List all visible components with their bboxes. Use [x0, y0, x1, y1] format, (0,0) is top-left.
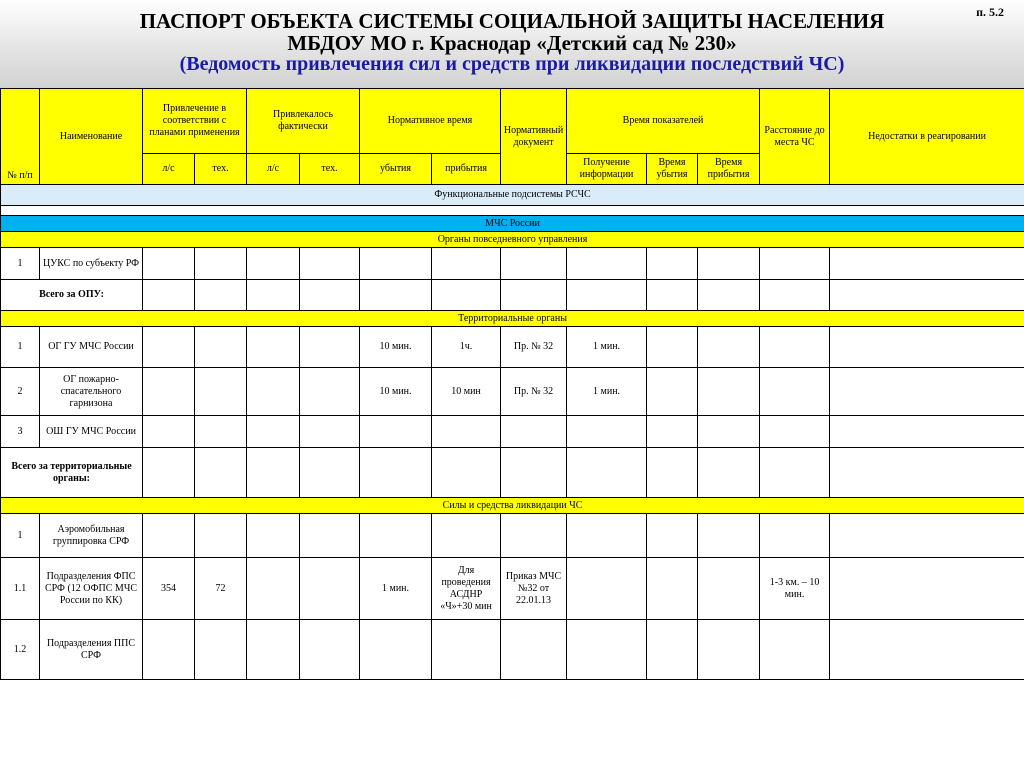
col-norm-doc-header: Нормативный документ: [501, 89, 567, 185]
section-functional-label: Функциональные подсистемы РСЧС: [1, 185, 1024, 206]
table-row: [1, 280, 1024, 311]
slide-header: [0, 0, 1024, 88]
row-name: Подразделения ППС СРФ: [40, 620, 143, 680]
col-time-departure-header: Время убытия: [647, 154, 698, 185]
table-row: 1.1 Подразделения ФПС СРФ (12 ОФПС МЧС России по КК) 354 72 1 мин. Для проведения АСДНР «Ч»+30 мин Приказ МЧС №32 от 22.01.13 1-3 км. – 10 мин.: [1, 558, 1024, 620]
col-fact-tech-header: тех.: [300, 154, 360, 185]
section-territorial: [1, 311, 1024, 327]
table-row: 1 Аэромобильная группировка СРФ: [1, 514, 1024, 558]
col-departure-header: убытия: [360, 154, 432, 185]
col-arrival-header: прибытия: [432, 154, 501, 185]
header-row-1: [1, 89, 1024, 154]
col-distance-header: Расстояние до места ЧС: [760, 89, 830, 185]
table-row: 2 ОГ пожарно-спасательного гарнизона 10 мин. 10 мин Пр. № 32 1 мин.: [1, 368, 1024, 416]
col-fact-ls-header: л/с: [247, 154, 300, 185]
section-functional: [1, 185, 1024, 206]
row-name: ОШ ГУ МЧС России: [40, 416, 143, 448]
col-plan-ls-header: л/с: [143, 154, 195, 185]
section-mchs-label: МЧС России: [1, 216, 1024, 232]
col-plan-tech-header: тех.: [195, 154, 247, 185]
forces-table: [0, 88, 1024, 680]
col-norm-time-header: Нормативное время: [360, 89, 501, 154]
col-time-indicators-header: Время показателей: [567, 89, 760, 154]
table-row: 1 ЦУКС по субъекту РФ: [1, 248, 1024, 280]
section-spacer: [1, 206, 1024, 216]
page-reference: п. 5.2: [976, 5, 1004, 19]
total-territorial-label: Всего за территориальные органы:: [1, 448, 143, 498]
title-line-2: МБДОУ МО г. Краснодар «Детский сад № 230»: [287, 31, 737, 55]
row-name: ОГ ГУ МЧС России: [40, 327, 143, 368]
section-daily-bodies: [1, 232, 1024, 248]
col-info-received-header: Получение информации: [567, 154, 647, 185]
row-name: ОГ пожарно-спасательного гарнизона: [40, 368, 143, 416]
section-mchs: [1, 216, 1024, 232]
title-line-1: ПАСПОРТ ОБЪЕКТА СИСТЕМЫ СОЦИАЛЬНОЙ ЗАЩИТЫ НАСЕЛЕНИЯ: [139, 9, 885, 33]
section-territorial-label: Территориальные органы: [1, 311, 1024, 327]
col-attract-fact-header: Привлекалось фактически: [247, 89, 360, 154]
col-num-header: № п/п: [1, 89, 40, 185]
table-row: 1.2 Подразделения ППС СРФ: [1, 620, 1024, 680]
row-name: Аэромобильная группировка СРФ: [40, 514, 143, 558]
section-forces: [1, 498, 1024, 514]
col-name-header: Наименование: [40, 89, 143, 185]
col-attract-plan-header: Привлечение в соответствии с планами применения: [143, 89, 247, 154]
col-time-arrival-header: Время прибытия: [698, 154, 760, 185]
section-forces-label: Силы и средства ликвидации ЧС: [1, 498, 1024, 514]
total-opu-label: Всего за ОПУ:: [1, 280, 143, 311]
col-shortcomings-header: Недостатки в реагировании: [830, 89, 1024, 185]
table-row: 1 ОГ ГУ МЧС России 10 мин. 1ч. Пр. № 32 1 мин.: [1, 327, 1024, 368]
section-daily-bodies-label: Органы повседневного управления: [1, 232, 1024, 248]
row-name: Подразделения ФПС СРФ (12 ОФПС МЧС России по КК): [40, 558, 143, 620]
title-line-3: (Ведомость привлечения сил и средств при ликвидации последствий ЧС): [179, 53, 845, 75]
table-row: [1, 448, 1024, 498]
row-name: ЦУКС по субъекту РФ: [40, 248, 143, 280]
table-row: 3 ОШ ГУ МЧС России: [1, 416, 1024, 448]
